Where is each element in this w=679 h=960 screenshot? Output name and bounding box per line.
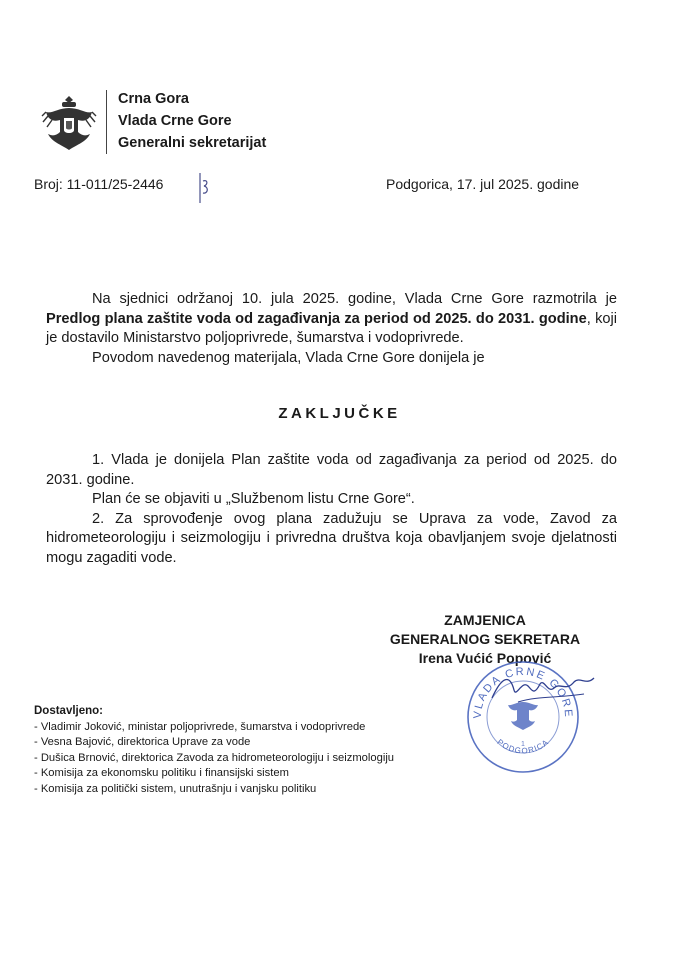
conclusion-1: 1. Vlada je donijela Plan zaštite voda od zagađivanja za period od 2025. do 2031. godine. bbox=[46, 452, 617, 488]
place-and-date: Podgorica, 17. jul 2025. godine bbox=[386, 176, 580, 192]
intro-paragraph bbox=[46, 290, 617, 368]
stamp-bottom-text: PODGORICA bbox=[495, 737, 551, 756]
conclusions-title: ZAKLJUČKE bbox=[278, 405, 401, 422]
coat-of-arms-icon bbox=[38, 92, 100, 154]
conclusion-1b: Plan će se objaviti u „Službenom listu Crne Gore“. bbox=[92, 491, 415, 507]
stamp-top-text: VLADA CRNE GORE bbox=[471, 665, 575, 720]
intro-text-a: Na sjednici održanoj 10. jula 2025. godine, Vlada Crne Gore razmotrila je bbox=[92, 291, 617, 307]
stamp-number: 1 bbox=[521, 741, 525, 748]
list-item: - Komisija za ekonomsku politiku i finansijski sistem bbox=[34, 767, 289, 780]
header-divider bbox=[106, 90, 107, 154]
conclusions-body bbox=[46, 451, 617, 568]
handwritten-signature bbox=[488, 668, 598, 708]
intro-text-c: , koji je dostavilo Ministarstvo poljoprivrede, šumarstva i vodoprivrede. bbox=[46, 310, 617, 346]
header-secretariat: Generalni sekretarijat bbox=[118, 135, 267, 151]
header-government: Vlada Crne Gore bbox=[118, 113, 232, 129]
document-number: Broj: 11-011/25-2446 bbox=[34, 176, 164, 192]
signature-role-2: GENERALNOG SEKRETARA bbox=[389, 631, 581, 647]
list-item: - Vesna Bajović, direktorica Uprave za vode bbox=[34, 736, 251, 749]
intro-text-bold: Predlog plana zaštite voda od zagađivanja za period od 2025. do 2031. godine bbox=[46, 310, 587, 327]
list-item: - Komisija za politički sistem, unutrašnju i vanjsku politiku bbox=[34, 782, 317, 795]
distribution-heading: Dostavljeno: bbox=[34, 705, 104, 717]
decision-sentence: Povodom navedenog materijala, Vlada Crne Gore donijela je bbox=[92, 349, 485, 366]
handwritten-mark bbox=[198, 171, 210, 205]
list-item: - Dušica Brnović, direktorica Zavoda za hidrometeorologiju i seizmologiju bbox=[34, 751, 395, 764]
list-item: - Vladimir Joković, ministar poljoprivrede, šumarstva i vodoprivrede bbox=[34, 720, 366, 733]
signature-role-1: ZAMJENICA bbox=[444, 612, 526, 628]
conclusion-2: 2. Za sprovođenje ovog plana zadužuju se Uprava za vode, Zavod za hidrometeorologiju i seizmologiju i privredna društva koja obavljanjem svoje djelatnosti mogu zagaditi vode. bbox=[46, 510, 617, 566]
header-country: Crna Gora bbox=[118, 91, 189, 107]
signature-name: Irena Vućić Popović bbox=[418, 650, 552, 666]
distribution-list bbox=[34, 704, 394, 798]
